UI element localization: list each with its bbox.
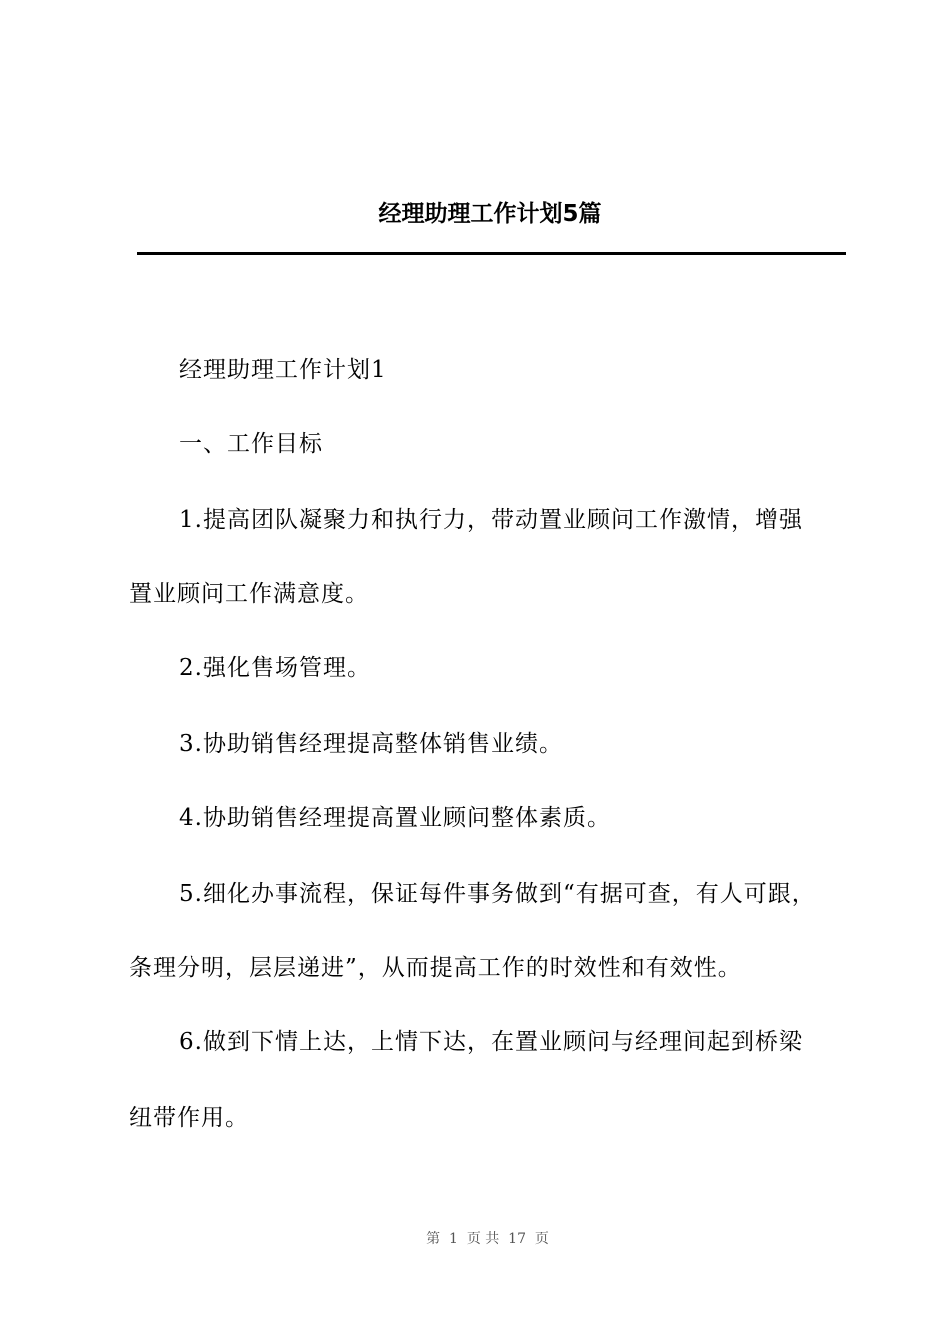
paragraph-line: 纽带作用。 [129,1105,249,1131]
subsection-heading: 一、工作目标 [179,431,323,457]
paragraph-line: 4.协助销售经理提高置业顾问整体素质。 [179,805,611,831]
paragraph-line: 3.协助销售经理提高整体销售业绩。 [179,731,563,757]
document-title: 经理助理工作计划5篇 [378,201,602,227]
page-number-footer: 第 1 页 共 17 页 [426,1231,549,1247]
paragraph-line: 1.提高团队凝聚力和执行力，带动置业顾问工作激情，增强 [179,507,803,533]
title-divider [137,252,846,255]
section-heading: 经理助理工作计划1 [179,357,387,383]
paragraph-line: 置业顾问工作满意度。 [129,581,369,607]
paragraph-line: 5.细化办事流程，保证每件事务做到“有据可查，有人可跟， [179,881,816,907]
paragraph-line: 6.做到下情上达，上情下达，在置业顾问与经理间起到桥梁 [179,1029,803,1055]
paragraph-line: 2.强化售场管理。 [179,655,371,681]
paragraph-line: 条理分明，层层递进”，从而提高工作的时效性和有效性。 [129,955,742,981]
